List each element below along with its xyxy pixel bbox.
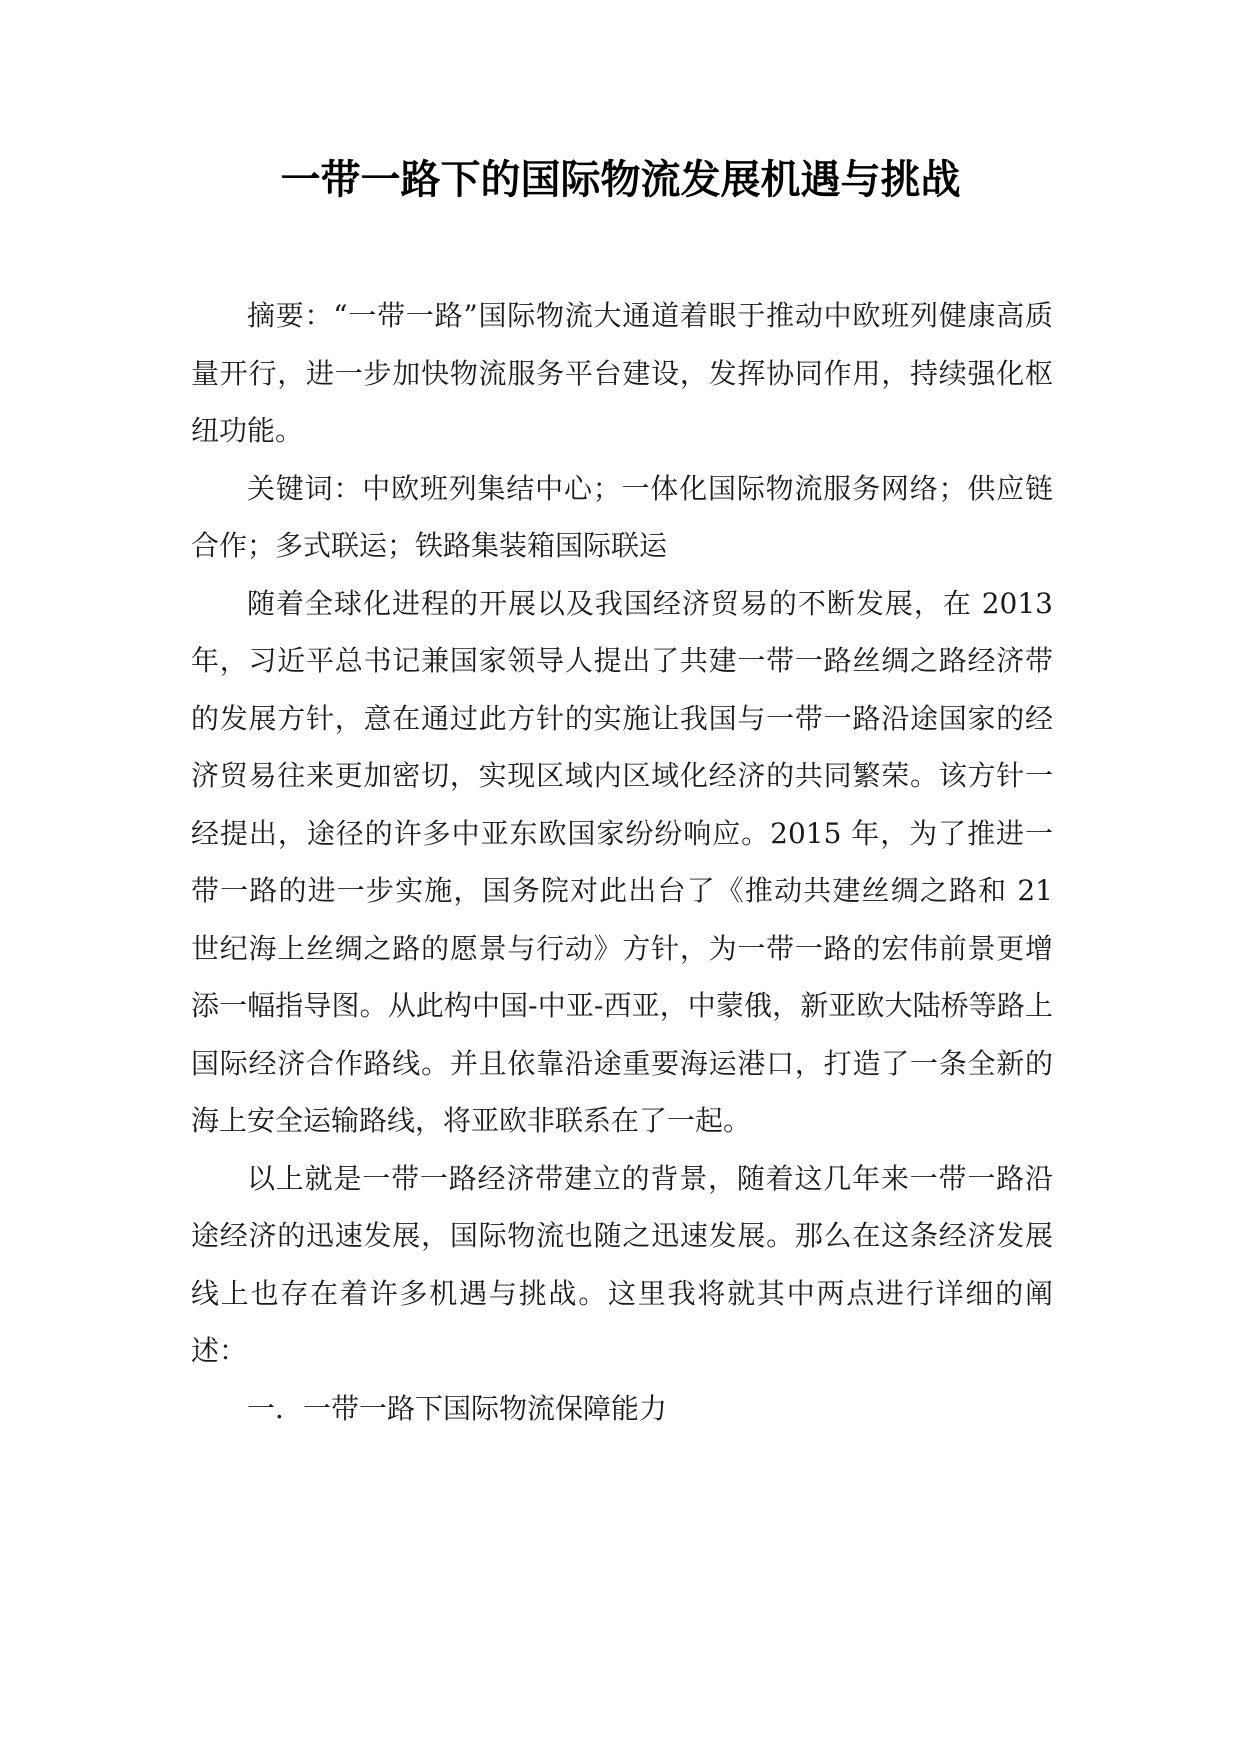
keywords-paragraph: 关键词：中欧班列集结中心；一体化国际物流服务网络；供应链合作；多式联运；铁路集装箱国际联运 (191, 471, 1053, 562)
background-paragraph: 随着全球化进程的开展以及我国经济贸易的不断发展，在 2013 年，习近平总书记兼国家领导人提出了共建一带一路丝绸之路经济带的发展方针，意在通过此方针的实施让我国与一带一路沿途国家的经济贸易往来更加密切，实现区域内区域化经济的共同繁荣。该方针一经提出，途径的许多中亚东欧国家纷纷响应。2015 年，为了推进一带一路的进一步实施，国务院对此出台了《推动共建丝绸之路和 21 世纪海上丝绸之路的愿景与行动》方针，为一带一路的宏伟前景更增添一幅指导图。从此构中国-中亚-西亚，中蒙俄，新亚欧大陆桥等路上国际经济合作路线。并且依靠沿途重要海运港口，打造了一条全新的海上安全运输路线，将亚欧非联系在了一起。 (191, 586, 1053, 1137)
document-title: 一带一路下的国际物流发展机遇与挑战 (280, 157, 961, 203)
section-heading: 一．一带一路下国际物流保障能力 (247, 1391, 668, 1425)
summary-paragraph: 以上就是一带一路经济带建立的背景，随着这几年来一带一路沿途经济的迅速发展，国际物流也随之迅速发展。那么在这条经济发展线上也存在着许多机遇与挑战。这里我将就其中两点进行详细的阐述： (191, 1161, 1053, 1367)
abstract-paragraph: 摘要：“一带一路”国际物流大通道着眼于推动中欧班列健康高质量开行，进一步加快物流服务平台建设，发挥协同作用，持续强化枢纽功能。 (191, 299, 1053, 447)
document-body (191, 287, 1053, 1437)
